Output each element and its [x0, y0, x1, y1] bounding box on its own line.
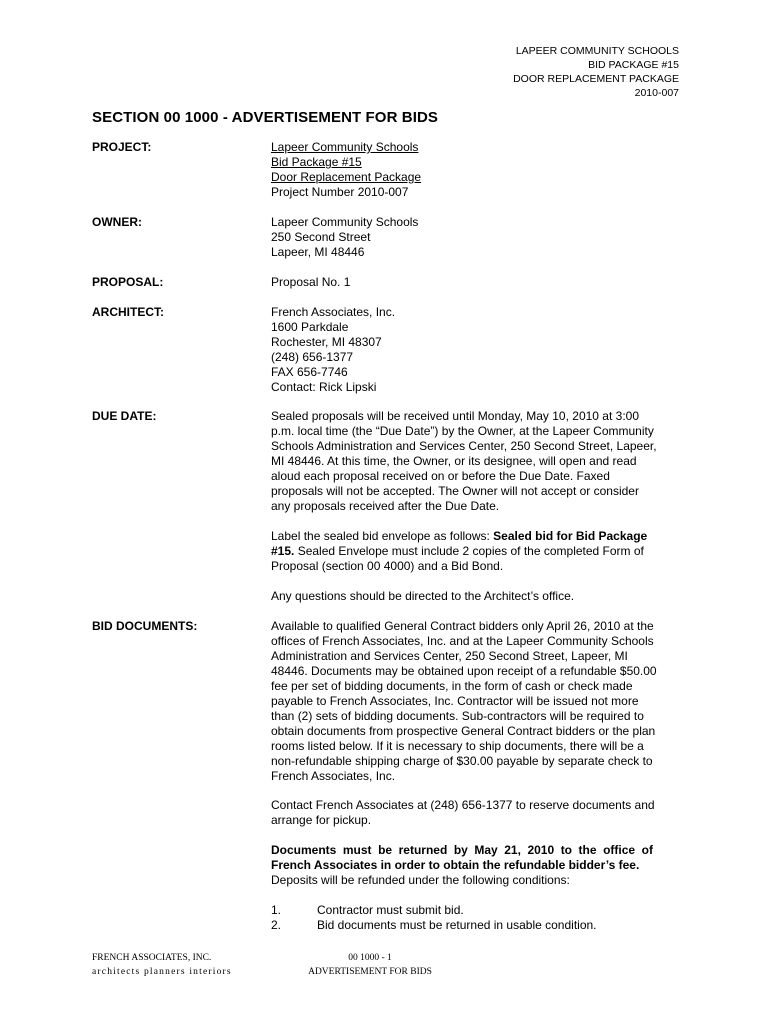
due-date-line: MI 48446. At this time, the Owner, or its designee, will open and read — [271, 454, 637, 468]
section-title: SECTION 00 1000 - ADVERTISEMENT FOR BIDS — [92, 109, 439, 126]
header-line-bid-package: BID PACKAGE #15 — [588, 59, 679, 71]
footer-page-number: 00 1000 - 1 — [348, 953, 392, 963]
owner-label: OWNER: — [92, 215, 142, 229]
owner-line-1: Lapeer Community Schools — [271, 215, 419, 229]
owner-line-2: 250 Second Street — [271, 230, 371, 244]
due-date-line: Schools Administration and Services Center, 250 Second Street, Lapeer, — [271, 439, 657, 453]
architect-line-6: Contact: Rick Lipski — [271, 380, 377, 394]
bid-documents-line: French Associates, Inc. — [271, 769, 396, 783]
return-deadline-line-2: French Associates in order to obtain the refundable bidder’s fee. — [271, 858, 640, 872]
due-date-paragraph-1 — [271, 409, 683, 514]
footer-section-name: ADVERTISEMENT FOR BIDS — [308, 967, 432, 977]
project-line-1: Lapeer Community Schools — [271, 140, 419, 154]
bid-documents-contact-line: arrange for pickup. — [271, 813, 372, 827]
due-date-line: any proposals received after the Due Date. — [271, 499, 500, 513]
due-date-paragraph-2 — [271, 529, 683, 574]
label-instruction-proposal: Proposal (section 00 4000) and a Bid Bond. — [271, 559, 504, 573]
architect-value — [271, 305, 683, 395]
footer-firm — [92, 951, 232, 979]
list-item-number: 2. — [271, 918, 282, 932]
project-label: PROJECT: — [92, 140, 152, 154]
bid-documents-contact-line: Contact French Associates at (248) 656-1377 to reserve documents and — [271, 798, 655, 812]
bid-documents-paragraph-2 — [271, 798, 683, 828]
bid-documents-line: Administration and Services Center, 250 Second Street, Lapeer, MI — [271, 649, 628, 663]
due-date-label: DUE DATE: — [92, 409, 157, 423]
bid-documents-line: non-refundable shipping charge of $30.00 payable by separate check to — [271, 754, 653, 768]
due-date-line: p.m. local time (the “Due Date”) by the Owner, at the Lapeer Community — [271, 424, 654, 438]
bid-documents-line: than (2) sets of bidding documents. Sub-contractors will be required to — [271, 709, 644, 723]
project-line-3: Door Replacement Package — [271, 170, 422, 184]
architect-line-1: French Associates, Inc. — [271, 305, 396, 319]
return-deadline-line-1: Documents must be returned by May 21, 2010 to the office of — [271, 843, 653, 857]
bid-documents-line: payable to French Associates, Inc. Contractor will be issued not more — [271, 694, 639, 708]
refund-conditions-intro: Deposits will be refunded under the following conditions: — [271, 873, 570, 887]
document-header — [513, 44, 679, 100]
label-instruction-bold-package: #15. — [271, 544, 295, 558]
architect-label: ARCHITECT: — [92, 305, 164, 319]
header-line-project-number: 2010-007 — [634, 87, 679, 99]
architect-line-3: Rochester, MI 48307 — [271, 335, 382, 349]
bid-documents-line: offices of French Associates, Inc. and at the Lapeer Community Schools — [271, 634, 654, 648]
owner-line-3: Lapeer, MI 48446 — [271, 245, 365, 259]
proposal-label: PROPOSAL: — [92, 275, 164, 289]
bid-documents-line: 48446. Documents may be obtained upon receipt of a refundable $50.00 — [271, 664, 657, 678]
label-instruction-text: Label the sealed bid envelope as follows: — [271, 529, 494, 543]
due-date-paragraph-3: Any questions should be directed to the Architect’s office. — [271, 589, 575, 603]
list-item — [271, 903, 683, 918]
footer-page-info — [300, 951, 440, 979]
project-value — [271, 140, 683, 200]
due-date-line: proposals will not be accepted. The Owner will not accept or consider — [271, 484, 639, 498]
project-line-4: Project Number 2010-007 — [271, 185, 409, 199]
header-line-package-name: DOOR REPLACEMENT PACKAGE — [513, 73, 679, 85]
list-item — [271, 918, 683, 933]
bid-documents-line: fee per set of bidding documents, in the form of cash or check made — [271, 679, 633, 693]
footer-firm-name: FRENCH ASSOCIATES, INC. — [92, 953, 212, 963]
footer-firm-tagline: architects planners interiors — [92, 967, 232, 977]
bid-documents-paragraph-3 — [271, 843, 683, 888]
bid-documents-paragraph-1 — [271, 619, 683, 784]
architect-line-5: FAX 656-7746 — [271, 365, 348, 379]
due-date-line: Sealed proposals will be received until Monday, May 10, 2010 at 3:00 — [271, 409, 639, 423]
bid-documents-line: Available to qualified General Contract bidders only April 26, 2010 at the — [271, 619, 654, 633]
bid-documents-line: rooms listed below. If it is necessary to ship documents, there will be a — [271, 739, 644, 753]
list-item-number: 1. — [271, 903, 282, 917]
bid-documents-line: obtain documents from prospective General Contract bidders or the plan — [271, 724, 656, 738]
due-date-line: aloud each proposal received on or before the Due Date. Faxed — [271, 469, 610, 483]
project-line-2: Bid Package #15 — [271, 155, 362, 169]
architect-line-2: 1600 Parkdale — [271, 320, 349, 334]
architect-line-4: (248) 656-1377 — [271, 350, 354, 364]
list-item-text: Bid documents must be returned in usable condition. — [317, 918, 597, 932]
owner-value — [271, 215, 683, 260]
refund-conditions-list — [271, 903, 683, 933]
bid-documents-label: BID DOCUMENTS: — [92, 619, 198, 633]
header-line-district: LAPEER COMMUNITY SCHOOLS — [515, 45, 679, 57]
proposal-value: Proposal No. 1 — [271, 275, 351, 289]
label-instruction-envelope: Sealed Envelope must include 2 copies of the completed Form of — [294, 544, 644, 558]
list-item-text: Contractor must submit bid. — [317, 903, 464, 917]
label-instruction-bold: Sealed bid for Bid Package — [493, 529, 648, 543]
